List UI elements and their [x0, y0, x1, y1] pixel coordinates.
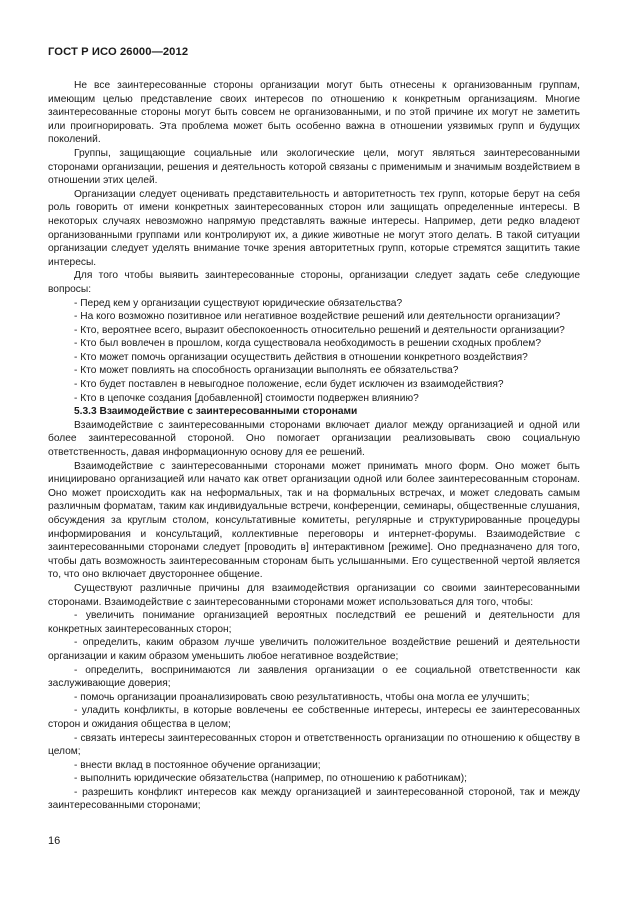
purpose-item: - выполнить юридические обязательства (например, по отношению к работникам); — [74, 773, 467, 785]
question-item: - На кого возможно позитивное или негативное воздействие решений или деятельности организации? — [74, 311, 561, 323]
purpose-item: - увеличить понимание организацией вероятных последствий ее решений и деятельности для конкретных заинтересованных сторон; — [48, 610, 580, 635]
question-item: - Кто был вовлечен в прошлом, когда существовала необходимость в решении сходных проблем? — [74, 338, 541, 350]
paragraph: Существуют различные причины для взаимодействия организации со своими заинтересованными сторонами. Взаимодействие с заинтересованными сторонами может использоваться для того, чтобы: — [48, 582, 580, 608]
purpose-item: - помочь организации проанализировать свою результативность, чтобы она могла ее улучшить; — [74, 691, 530, 703]
question-item: - Кто может повлиять на способность организации выполнять ее обязательства? — [74, 365, 459, 377]
page-number: 16 — [48, 835, 61, 847]
purpose-item: - уладить конфликты, в которые вовлечены ее собственные интересы, интересы ее заинтересованных сторон и ожидания общества в целом; — [48, 705, 580, 730]
question-item: - Кто в цепочке создания [добавленной] стоимости подвержен влиянию? — [74, 392, 419, 404]
purpose-item: - разрешить конфликт интересов как между организацией и заинтересованной стороной, так и между заинтересованными сторонами; — [48, 786, 580, 812]
purpose-item: - определить, каким образом лучше увеличить положительное воздействие решений и деятельности организации и каким образом уменьшить любое негативное воздействие; — [48, 637, 580, 662]
paragraph: Не все заинтересованные стороны организации могут быть отнесены к организованным группам, имеющим целью представление своих интересов по отношению к конкретным организациям. Многие заинтересованные стороны могут быть совсем не организованными, и по этой причине их могут не заметить или проигнорировать. Эта проблема может быть особенно важна в отношении уязвимых групп и будущих поколений. — [48, 80, 580, 146]
purpose-item: - связать интересы заинтересованных сторон и ответственность организации по отношению к обществу в целом; — [48, 732, 580, 758]
document-header: ГОСТ Р ИСО 26000—2012 — [48, 46, 189, 58]
question-item: - Кто, вероятнее всего, выразит обеспокоенность относительно решений и деятельности организации? — [74, 324, 565, 336]
paragraph: Для того чтобы выявить заинтересованные стороны, организации следует задать себе следующие вопросы: — [48, 270, 580, 295]
purpose-item: - внести вклад в постоянное обучение организации; — [74, 759, 321, 771]
paragraph: Организации следует оценивать представительность и авторитетность тех групп, которые берут на себя роль говорить от имени конкретных заинтересованных сторон или защищать определенные интересы. В некоторых случаях невозможно напрямую представлять важные интересы. Например, дети редко владеют организованными группами или контролируют их, а дикие животные не могут этого делать. В такой ситуации организации следует уделять внимание точке зрения авторитетных групп, которые стремятся защитить такие интересы. — [48, 188, 580, 268]
question-item: - Кто может помочь организации осуществить действия в отношении конкретного воздействия? — [74, 351, 528, 363]
page-content — [48, 79, 580, 813]
question-item: - Перед кем у организации существуют юридические обязательства? — [74, 297, 403, 309]
paragraph: Взаимодействие с заинтересованными сторонами может принимать много форм. Оно может быть инициировано организацией или начато как ответ организации одной или более заинтересованным сторонам. Оно может происходить как на неформальных, так и на формальных встречах, и может следовать самым различным форматам, таким как индивидуальные встречи, конференции, семинары, общественные слушания, обсуждения за круглым столом, консультативные комитеты, регулярные и структурированные процедуры информирования и консультаций, коллективные переговоры и интернет-форумы. Взаимодействие с заинтересованными сторонами следует [проводить в] интерактивном [режиме]. Оно предназначено для того, чтобы дать возможность заинтересованным сторонам быть услышанными. Его существенной чертой является то, что оно включает двустороннее общение. — [48, 460, 580, 581]
question-item: - Кто будет поставлен в невыгодное положение, если будет исключен из взаимодействия? — [74, 379, 504, 391]
section-heading: 5.3.3 Взаимодействие с заинтересованными сторонами — [74, 406, 358, 418]
paragraph: Группы, защищающие социальные или экологические цели, могут являться заинтересованными сторонами организации, решения и деятельность которой связаны с применимым и значимым воздействием в отношении этих целей. — [48, 147, 580, 187]
paragraph: Взаимодействие с заинтересованными сторонами включает диалог между организацией и одной или более заинтересованной стороной. Оно помогает организации реализовывать свою социальную ответственность, давая информационную основу для ее решений. — [48, 419, 580, 459]
purpose-item: - определить, воспринимаются ли заявления организации о ее социальной ответственности как заслуживающие доверия; — [48, 664, 580, 690]
